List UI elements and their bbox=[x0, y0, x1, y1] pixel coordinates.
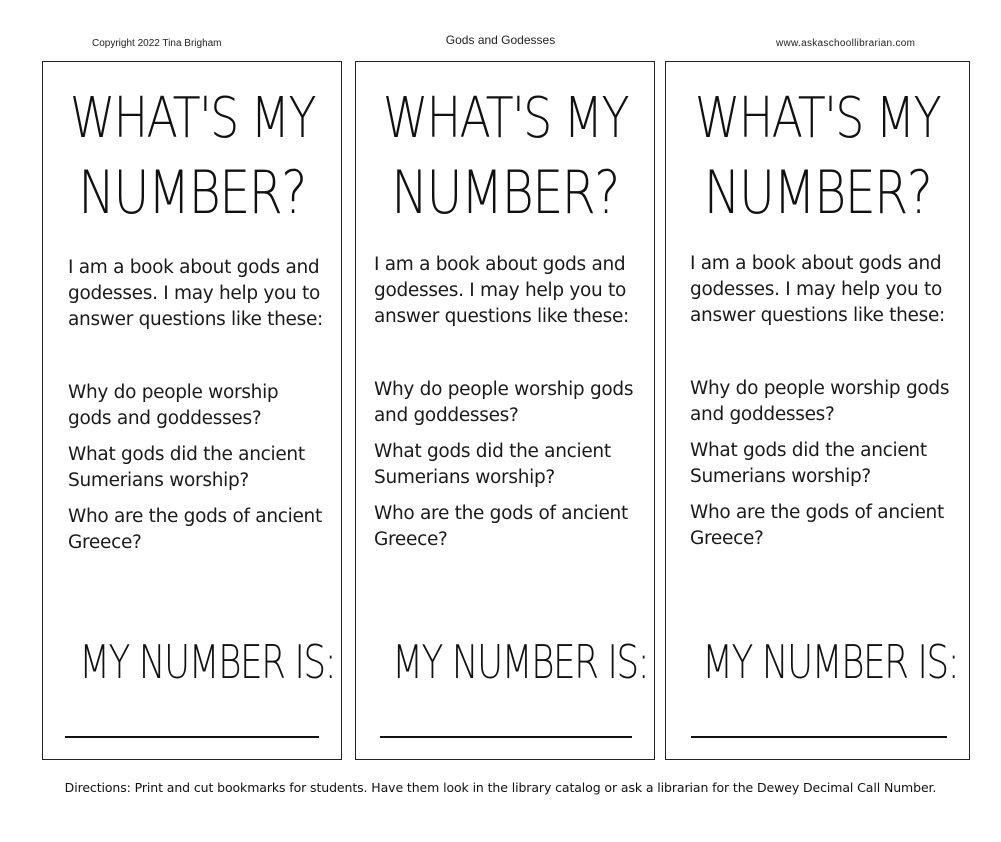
intro-text: I am a book about gods and godesses. I may help you to answer questions like these: bbox=[690, 253, 945, 326]
question-item: Who are the gods of ancient Greece? bbox=[68, 506, 322, 553]
answer-write-line bbox=[691, 736, 947, 738]
number-label bbox=[356, 632, 654, 692]
title-line-number: NUMBER? bbox=[703, 158, 932, 228]
bookmark-card bbox=[665, 61, 970, 760]
directions-text: Directions: Print and cut bookmarks for students. Have them look in the library catalog or ask a librarian for the Dewey Decimal Call Number. bbox=[64, 780, 937, 795]
number-label-text: MY NUMBER IS: bbox=[79, 635, 336, 689]
number-label-text: MY NUMBER IS: bbox=[702, 635, 959, 689]
intro-text: I am a book about gods and godesses. I may help you to answer questions like these: bbox=[374, 254, 629, 327]
answer-write-line bbox=[380, 736, 632, 738]
bookmark-card bbox=[42, 61, 342, 760]
copyright-notice: Copyright 2022 Tina Brigham bbox=[92, 38, 222, 49]
title-line-number: NUMBER? bbox=[391, 158, 619, 228]
bookmark-title bbox=[666, 82, 969, 230]
bookmark-card bbox=[355, 61, 655, 760]
question-item: Why do people worship gods and goddesses? bbox=[68, 382, 279, 429]
question-item: Who are the gods of ancient Greece? bbox=[690, 502, 944, 549]
number-label-text: MY NUMBER IS: bbox=[392, 635, 649, 689]
bookmark-title bbox=[356, 82, 654, 230]
bookmark-content bbox=[690, 251, 951, 562]
bookmark-title bbox=[43, 82, 341, 230]
bookmark-content bbox=[68, 255, 323, 566]
website-url: www.askaschoollibrarian.com bbox=[776, 38, 916, 49]
question-item: What gods did the ancient Sumerians worship? bbox=[690, 440, 927, 487]
question-item: Who are the gods of ancient Greece? bbox=[374, 503, 628, 550]
title-line-whats-my: WHAT'S MY bbox=[694, 86, 941, 151]
intro-text: I am a book about gods and godesses. I may help you to answer questions like these: bbox=[68, 257, 323, 330]
question-item: What gods did the ancient Sumerians worship? bbox=[68, 444, 305, 491]
question-item: Why do people worship gods and goddesses? bbox=[374, 379, 634, 426]
number-label bbox=[666, 632, 969, 692]
question-item: Why do people worship gods and goddesses? bbox=[690, 378, 950, 425]
number-label bbox=[43, 632, 341, 692]
title-line-whats-my: WHAT'S MY bbox=[382, 86, 628, 151]
document-title: Gods and Godesses bbox=[445, 33, 556, 47]
answer-write-line bbox=[65, 736, 319, 738]
bookmark-content bbox=[374, 252, 636, 563]
title-line-whats-my: WHAT'S MY bbox=[69, 86, 315, 151]
title-line-number: NUMBER? bbox=[78, 158, 306, 228]
question-item: What gods did the ancient Sumerians worship? bbox=[374, 441, 611, 488]
